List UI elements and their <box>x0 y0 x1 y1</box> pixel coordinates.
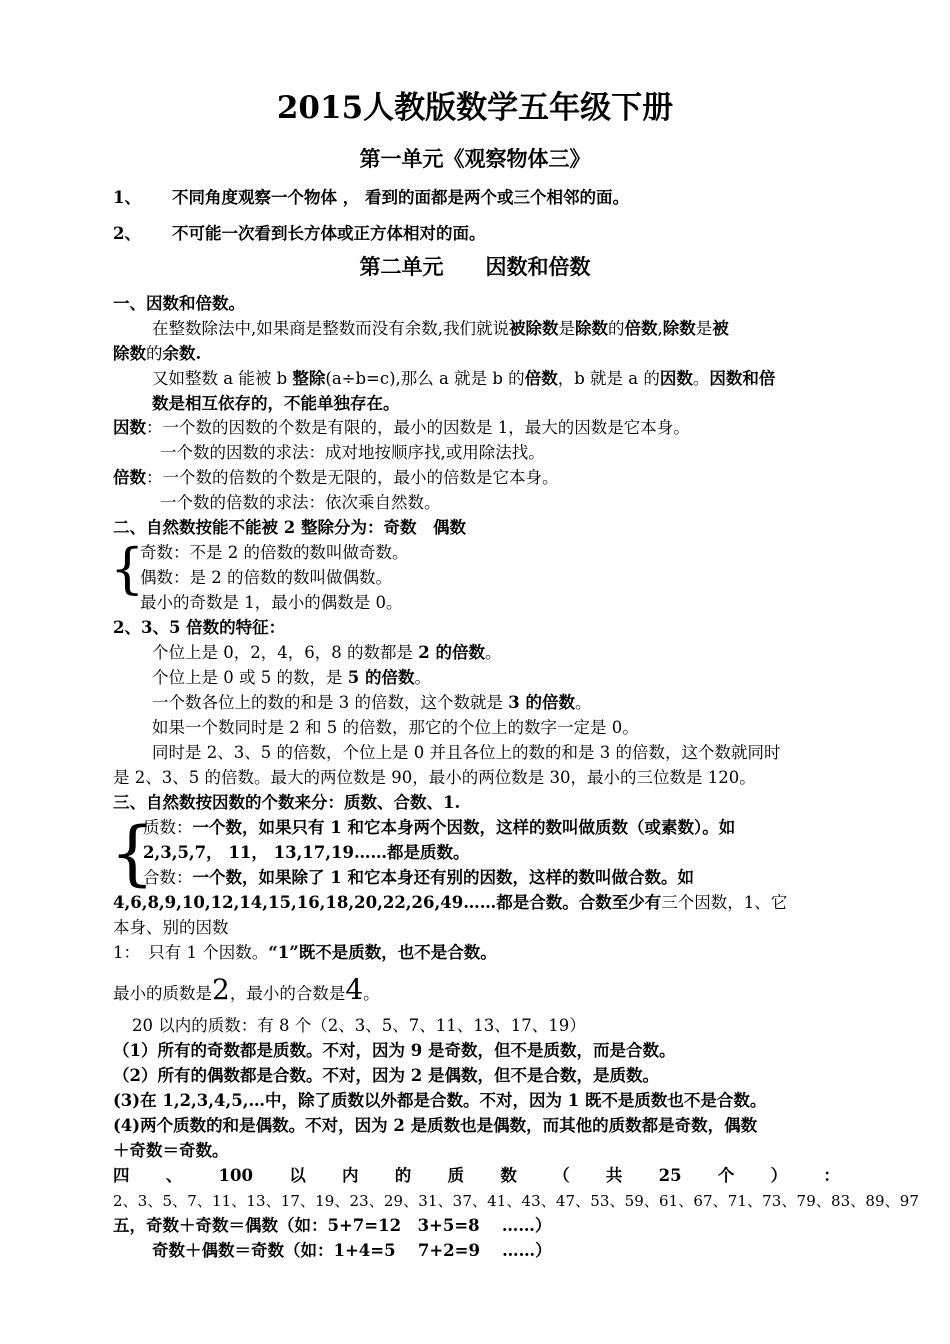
section4-title: 四 、 100 以 内 的 质 数 （ 共 25 个 ） ： <box>113 1166 840 1185</box>
rule-2-and-5: 如果一个数同时是 2 和 5 的倍数，那它的个位上的数字一定是 0。 <box>152 718 639 737</box>
judgement-2: （2）所有的偶数都是合数。不对，因为 2 是偶数，但不是合数，是质数。 <box>113 1066 659 1085</box>
judgement-4-line2: ＋奇数＝奇数。 <box>113 1141 229 1160</box>
smallest-prime-composite: 最小的质数是2，最小的合数是4。 <box>113 973 380 1006</box>
unit2-heading: 第二单元 因数和倍数 <box>359 254 591 279</box>
composite-definition-line3: 本身、别的因数 <box>113 918 229 937</box>
section2-title: 二、自然数按能不能被 2 整除分为：奇数 偶数 <box>113 518 466 537</box>
judgement-3: (3)在 1,2,3,4,5,…中，除了质数以外都是合数。不对，因为 1 既不是质数也不是合数。 <box>113 1091 767 1110</box>
paragraph-division-line2: 除数的余数. <box>113 344 202 363</box>
multiple-method: 一个数的倍数的求法：依次乘自然数。 <box>160 493 441 512</box>
judgement-4-line1: (4)两个质数的和是偶数。不对，因为 2 是质数也是偶数，而其他的质数都是奇数，偶数 <box>113 1116 758 1135</box>
odd-definition: 奇数：不是 2 的倍数的数叫做奇数。 <box>140 543 409 562</box>
paragraph-division-line1: 在整数除法中,如果商是整数而没有余数,我们就说被除数是除数的倍数,除数是被 <box>152 319 729 338</box>
section-235-title: 2、3、5 倍数的特征： <box>113 618 286 637</box>
rule-multiple-of-5: 个位上是 0 或 5 的数，是 5 的倍数。 <box>152 668 431 687</box>
rule-235-line2: 是 2、3、5 的倍数。最大的两位数是 90，最小的两位数是 30，最小的三位数是 120。 <box>113 768 756 787</box>
multiple-definition: 倍数：一个数的倍数的个数是无限的，最小的倍数是它本身。 <box>113 468 559 487</box>
primes-under-100: 2、3、5、7、11、13、17、19、23、29、31、37、41、43、47、53、59、61、67、71、73、79、83、89、97 <box>113 1192 920 1210</box>
paragraph-divisible-line2: 数是相互依存的，不能单独存在。 <box>152 394 400 413</box>
judgement-1: （1）所有的奇数都是质数。不对，因为 9 是奇数，但不是质数，而是合数。 <box>113 1041 676 1060</box>
primes-under-20: 20 以内的质数：有 8 个（2、3、5、7、11、13、17、19） <box>132 1016 586 1035</box>
section3-title: 三、自然数按因数的个数来分：质数、合数、1. <box>113 793 461 812</box>
prime-definition-line1: 质数：一个数，如果只有 1 和它本身两个因数，这样的数叫做质数（或素数）。如 <box>143 818 736 837</box>
number-one-note: 1： 只有 1 个因数。“1”既不是质数，也不是合数。 <box>113 943 497 962</box>
unit1-item-2-text: 不可能一次看到长方体或正方体相对的面。 <box>172 224 486 243</box>
odd-plus-odd: 五，奇数＋奇数＝偶数（如：5+7=12 3+5=8 ……） <box>113 1216 552 1235</box>
unit1-item-1-text: 不同角度观察一个物体 ， 看到的面都是两个或三个相邻的面。 <box>172 188 629 207</box>
rule-235-line1: 同时是 2、3、5 的倍数，个位上是 0 并且各位上的数的和是 3 的倍数，这个数就同时 <box>152 743 781 762</box>
factor-definition: 因数：一个数的因数的个数是有限的，最小的因数是 1，最大的因数是它本身。 <box>113 418 690 437</box>
brace-left: { <box>110 537 145 600</box>
factor-method: 一个数的因数的求法：成对地按顺序找,或用除法找。 <box>160 443 545 462</box>
smallest-odd-even: 最小的奇数是 1，最小的偶数是 0。 <box>140 593 403 612</box>
composite-definition-line1: 合数：一个数，如果除了 1 和它本身还有别的因数，这样的数叫做合数。如 <box>143 868 694 887</box>
composite-definition-line2: 4,6,8,9,10,12,14,15,16,18,20,22,26,49……都是合数。合数至少有三个因数，1、它 <box>113 893 788 912</box>
unit1-item-2-num: 2、 <box>113 224 141 243</box>
rule-multiple-of-2: 个位上是 0，2，4，6，8 的数都是 2 的倍数。 <box>152 643 502 662</box>
section1-title: 一、因数和倍数。 <box>113 294 245 313</box>
prime-definition-line2: 2,3,5,7， 11， 13,17,19……都是质数。 <box>143 843 470 862</box>
rule-multiple-of-3: 一个数各位上的数的和是 3 的倍数，这个数就是 3 的倍数。 <box>152 693 592 712</box>
even-definition: 偶数：是 2 的倍数的数叫做偶数。 <box>140 568 392 587</box>
unit1-heading: 第一单元《观察物体三》 <box>359 146 591 171</box>
unit1-item-1-num: 1、 <box>113 188 141 207</box>
document-title: 2015人教版数学五年级下册 <box>276 90 674 126</box>
brace-left: { <box>110 812 155 894</box>
paragraph-divisible-line1: 又如整数 a 能被 b 整除(a÷b=c),那么 a 就是 b 的倍数，b 就是 a 的因数。因数和倍 <box>152 369 776 388</box>
odd-plus-even: 奇数＋偶数＝奇数（如：1+4=5 7+2=9 ……） <box>152 1241 552 1260</box>
